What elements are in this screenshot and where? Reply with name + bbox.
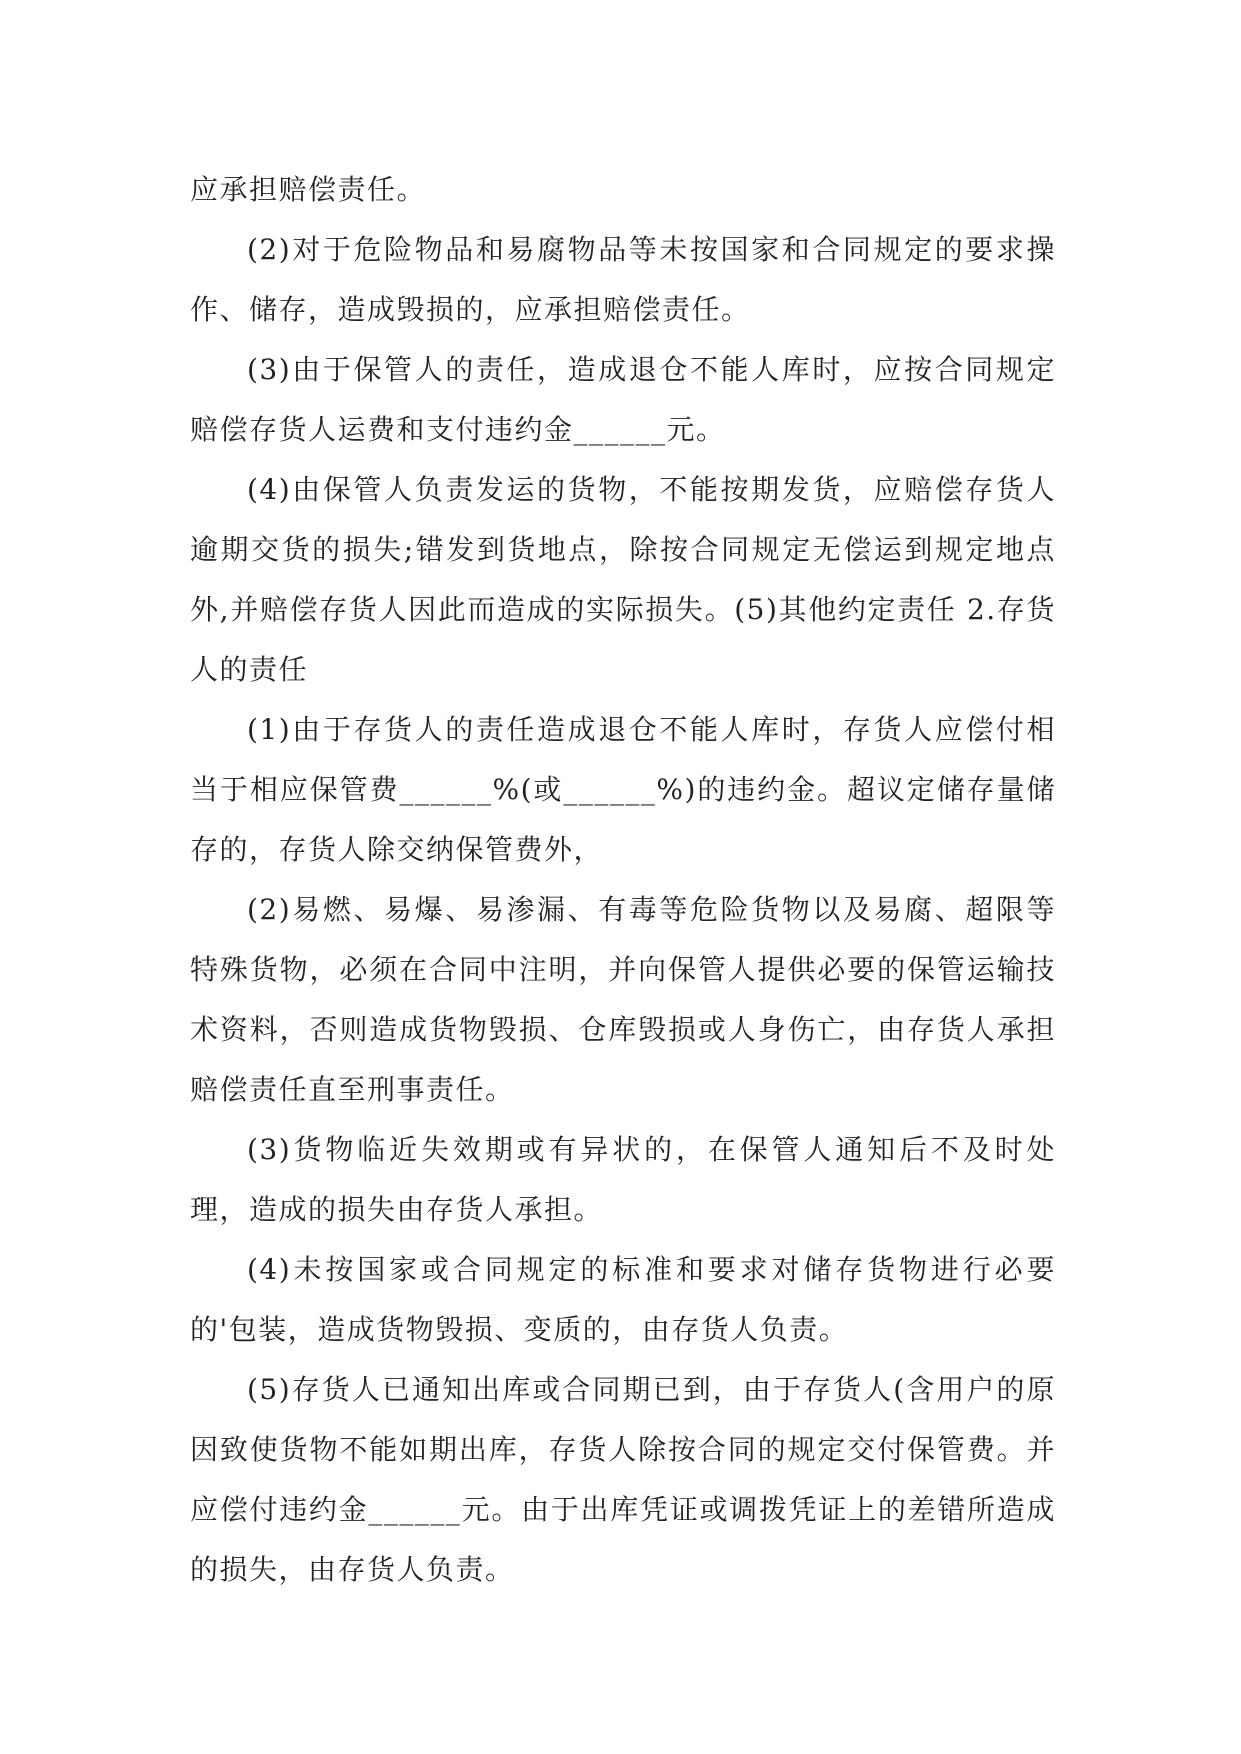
paragraph: (3)货物临近失效期或有异状的，在保管人通知后不及时处理，造成的损失由存货人承担。 bbox=[190, 1133, 1056, 1226]
document-body bbox=[190, 160, 1056, 1600]
paragraph: (2)易燃、易爆、易渗漏、有毒等危险货物以及易腐、超限等特殊货物，必须在合同中注明，并向保管人提供必要的保管运输技术资料，否则造成货物毁损、仓库毁损或人身伤亡，由存货人承担赔偿责任直至刑事责任。 bbox=[190, 893, 1056, 1106]
paragraph: 应承担赔偿责任。 bbox=[190, 173, 427, 206]
paragraph: (3)由于保管人的责任，造成退仓不能人库时，应按合同规定赔偿存货人运费和支付违约金______元。 bbox=[190, 353, 1056, 446]
paragraph: (4)由保管人负责发运的货物，不能按期发货，应赔偿存货人逾期交货的损失;错发到货地点，除按合同规定无偿运到规定地点外,并赔偿存货人因此而造成的实际损失。(5)其他约定责任 2.存货人的责任 bbox=[190, 473, 1056, 686]
paragraph: (2)对于危险物品和易腐物品等未按国家和合同规定的要求操作、储存，造成毁损的，应承担赔偿责任。 bbox=[190, 233, 1056, 326]
paragraph: (4)未按国家或合同规定的标准和要求对储存货物进行必要的'包装，造成货物毁损、变质的，由存货人负责。 bbox=[190, 1253, 1056, 1346]
paragraph: (1)由于存货人的责任造成退仓不能人库时，存货人应偿付相当于相应保管费______%(或______%)的违约金。超议定储存量储存的，存货人除交纳保管费外， bbox=[190, 713, 1056, 866]
paragraph: (5)存货人已通知出库或合同期已到，由于存货人(含用户的原因致使货物不能如期出库，存货人除按合同的规定交付保管费。并应偿付违约金______元。由于出库凭证或调拨凭证上的差错所造成的损失，由存货人负责。 bbox=[190, 1373, 1056, 1586]
